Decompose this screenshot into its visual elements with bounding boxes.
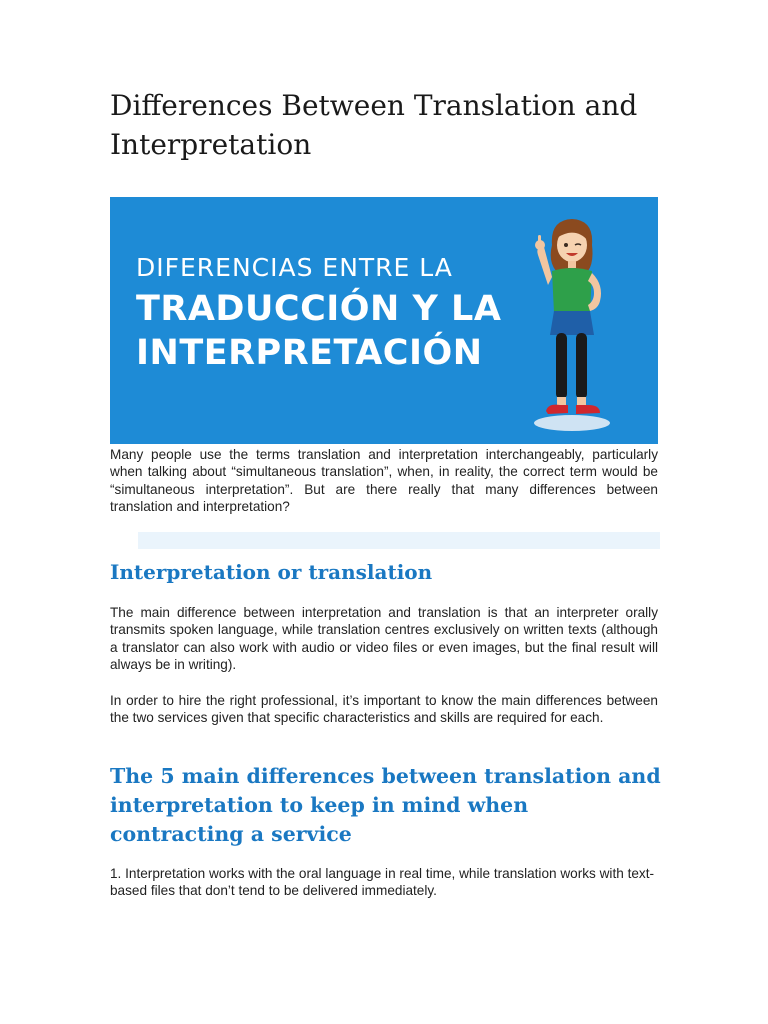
section-divider	[138, 532, 660, 549]
section1-paragraph-1: The main difference between interpretation and translation is that an interpreter orally transmits spoken language, while translation centres exclusively on written texts (although a translator can also work with audio or video files or even images, but the final result will always be in writing).	[110, 605, 658, 673]
section-heading-interpretation-or-translation: Interpretation or translation	[110, 560, 433, 584]
woman-waving-illustration	[530, 215, 630, 435]
section-heading-main-differences: The 5 main differences between translation and interpretation to keep in mind when contracting a service	[110, 764, 661, 846]
banner-line-1: DIFERENCIAS ENTRE LA	[136, 253, 453, 282]
banner-line-2: TRADUCCIÓN Y LA	[136, 289, 502, 329]
section1-paragraph-2: In order to hire the right professional, it’s important to know the main differences between the two services given that specific characteristics and skills are required for each.	[110, 693, 658, 726]
banner-image	[110, 197, 658, 444]
banner-text	[136, 253, 501, 375]
intro-paragraph: Many people use the terms translation and interpretation interchangeably, particularly when talking about “simultaneous translation”, when, in reality, the correct term would be “simultaneous interpretation”. But are there really that many differences between translation and interpretation?	[110, 447, 658, 515]
document-title: Differences Between Translation and Interpretation	[110, 89, 638, 161]
difference-item-1: 1. Interpretation works with the oral language in real time, while translation works with text-based files that don’t tend to be delivered immediately.	[110, 866, 655, 899]
banner-line-3: INTERPRETACIÓN	[136, 333, 483, 373]
